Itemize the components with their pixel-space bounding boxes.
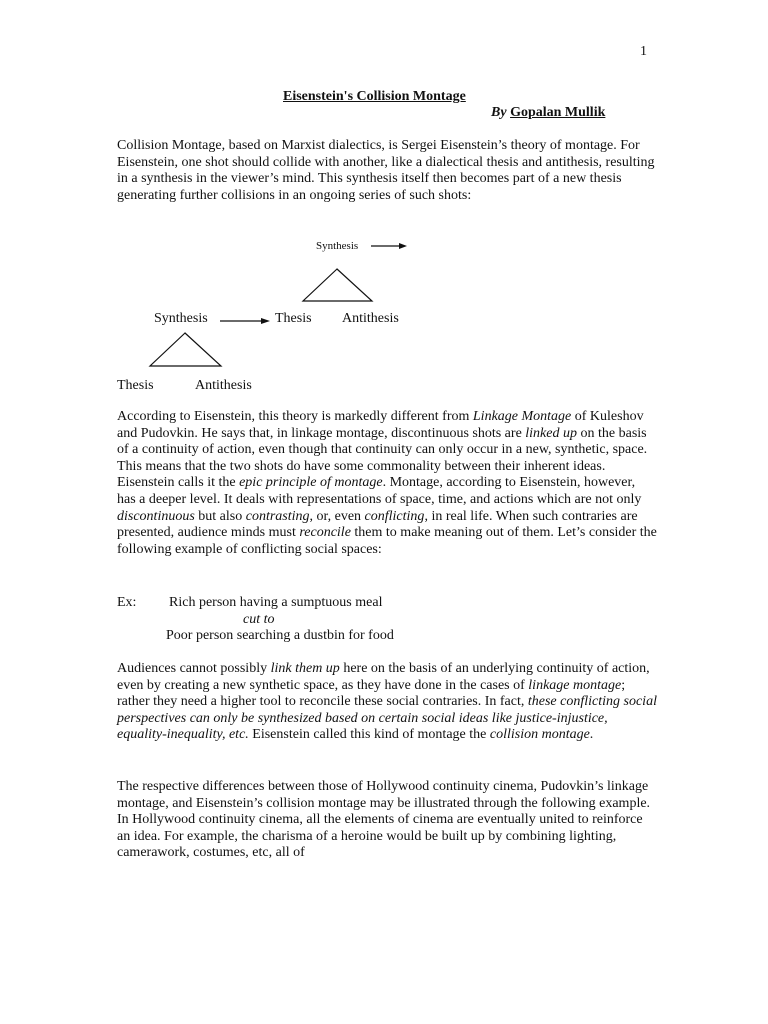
document-title: Eisenstein's Collision Montage [283, 89, 466, 104]
top-arrow-head [399, 243, 407, 249]
page-number: 1 [640, 44, 647, 59]
diagram-bottom-antithesis: Antithesis [195, 378, 252, 393]
lower-triangle [150, 333, 221, 366]
diagram-bottom-thesis: Thesis [117, 378, 154, 393]
example-line-3: Poor person searching a dustbin for food [166, 628, 394, 643]
paragraph-collision: Audiences cannot possibly link them up here on the basis of an underlying continuity of action, even by creating a new synthetic space, as they have done in the cases of linkage montage; rather they need a higher tool to reconcile these social contraries. In fact, these conflicting social perspectives can only be synthesized based on certain social ideas like justice-injustice, equality-inequality, etc. Eisenstein called this kind of montage the collision montage. [117, 661, 657, 743]
example-line-1: Rich person having a sumptuous meal [169, 595, 383, 610]
paragraph-intro: Collision Montage, based on Marxist dialectics, is Sergei Eisenstein’s theory of montage. For Eisenstein, one shot should collide with another, like a dialectical thesis and antithesis, resulting in a synthesis in the viewer’s mind. This synthesis itself then becomes part of a new thesis generating further collisions in an ongoing series of such shots: [117, 138, 655, 203]
byline-author: Gopalan Mullik [510, 105, 606, 120]
diagram-mid-thesis: Thesis [275, 311, 312, 326]
diagram-top-synthesis: Synthesis [316, 240, 359, 252]
upper-triangle [303, 269, 372, 301]
example-label: Ex: [117, 595, 137, 610]
paragraph-hollywood: The respective differences between those of Hollywood continuity cinema, Pudovkin’s linkage montage, and Eisenstein’s collision montage may be illustrated through the following example. In Hollywood continuity cinema, all the elements of cinema are eventually united to reinforce an idea. For example, the charisma of a heroine would be built up by combining lighting, camerawork, costumes, etc, all of [117, 779, 651, 861]
diagram-mid-synthesis: Synthesis [154, 311, 208, 326]
middle-arrow-head [261, 318, 270, 324]
paragraph-linkage: According to Eisenstein, this theory is markedly different from Linkage Montage of Kuleshov and Pudovkin. He says that, in linkage montage, discontinuous shots are linked up on the basis of a continuity of action, even though that continuity can only occur in a new, synthetic, space. This means that the two shots do have some commonality between their inherent ideas. Eisenstein calls it the epic principle of montage. Montage, according to Eisenstein, however, has a deeper level. It deals with representations of space, time, and actions which are not only discontinuous but also contrasting, or, even conflicting, in real life. When such contraries are presented, audience minds must reconcile them to make meaning out of them. Let’s consider the following example of conflicting social spaces: [117, 409, 657, 557]
example-line-2: cut to [243, 612, 275, 627]
diagram-mid-antithesis: Antithesis [342, 311, 399, 326]
byline [491, 105, 605, 121]
byline-by: By [491, 105, 507, 120]
